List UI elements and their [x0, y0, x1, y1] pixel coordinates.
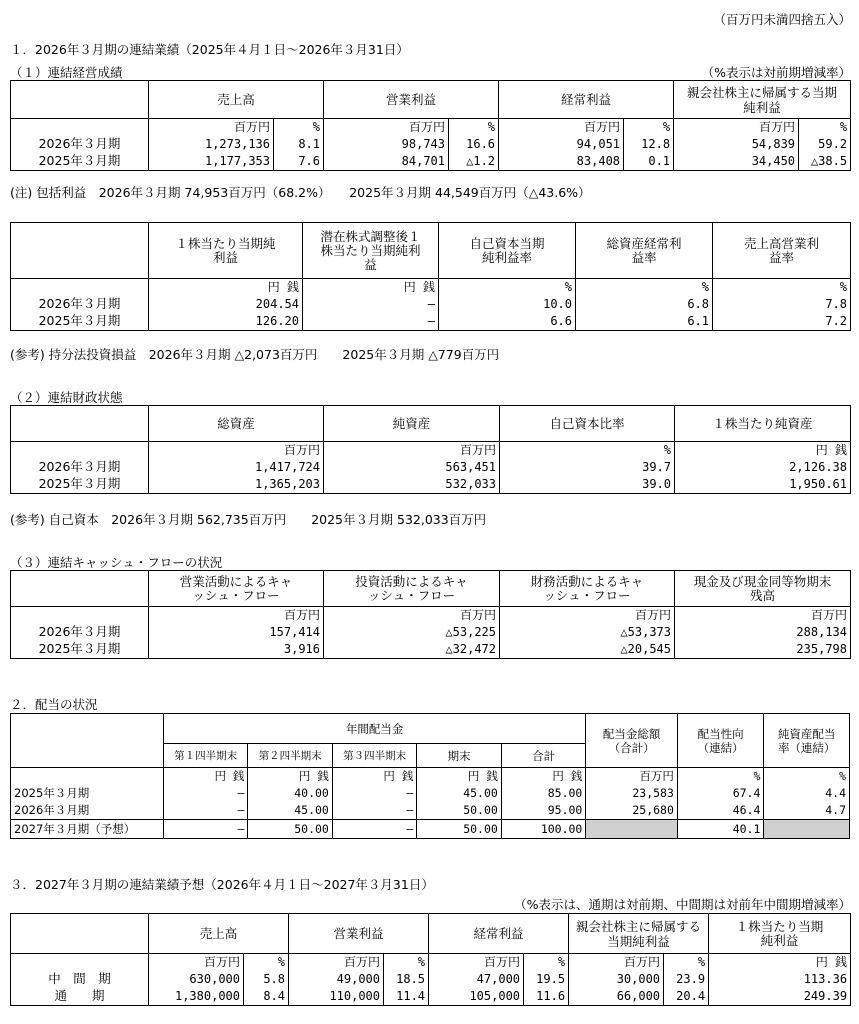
value-cell: 23,583: [586, 785, 678, 802]
value-cell: △32,472: [324, 641, 500, 659]
header-operating-profit: 営業利益: [324, 81, 499, 119]
unit-cell: 円 銭: [149, 279, 303, 296]
per-share-table: [10, 222, 851, 331]
results-table: [10, 80, 851, 171]
label-cell: [11, 442, 149, 459]
value-cell: 100.00: [501, 820, 586, 839]
unit-cell: 円 銭: [501, 768, 586, 785]
row-label: 2025年３月期: [11, 153, 149, 171]
unit-cell: %: [500, 442, 675, 459]
value-cell: 16.6: [449, 136, 499, 153]
header-equity-ratio: 自己資本比率: [500, 406, 675, 442]
corner-cell: [11, 406, 149, 442]
corner-cell: [11, 714, 164, 744]
header-total-dividend: 配当金総額（合計）: [586, 714, 678, 768]
value-cell: 6.6: [439, 313, 576, 331]
row-label: 通 期: [11, 988, 149, 1006]
unit-cell: 百万円: [149, 119, 274, 136]
corner-cell: [11, 744, 164, 768]
unit-cell: 円 銭: [417, 768, 501, 785]
value-cell: 49,000: [289, 971, 384, 988]
value-cell: 105,000: [429, 988, 524, 1006]
row-label: 2025年３月期: [11, 476, 149, 494]
label-cell: [11, 954, 149, 971]
shaded-cell: [586, 820, 678, 839]
value-cell: 34,450: [674, 153, 799, 171]
header-q3: 第３四半期末: [332, 744, 416, 768]
value-cell: 46.4: [677, 802, 764, 820]
unit-cell: 百万円: [149, 607, 324, 624]
header-investing-cf: 投資活動によるキャッシュ・フロー: [324, 571, 500, 607]
header-q1: 第１四半期末: [163, 744, 247, 768]
header-eps: １株当たり当期純利益: [149, 223, 303, 279]
row-label: 2026年３月期: [11, 459, 149, 476]
unit-cell: 百万円: [324, 119, 449, 136]
section1-heading: １．2026年３月期の連結業績（2025年４月１日～2026年３月31日）: [10, 42, 409, 57]
header-financing-cf: 財務活動によるキャッシュ・フロー: [500, 571, 675, 607]
header-roe: 自己資本当期純利益率: [439, 223, 576, 279]
dividends-table: [10, 713, 850, 839]
value-cell: 288,134: [675, 624, 851, 641]
value-cell: 1,365,203: [149, 476, 324, 494]
value-cell: 1,417,724: [149, 459, 324, 476]
label-cell: [11, 279, 149, 296]
unit-cell: 百万円: [500, 607, 675, 624]
subheading-results: （１）連結経営成績: [10, 65, 123, 80]
value-cell: 563,451: [324, 459, 500, 476]
value-cell: 1,273,136: [149, 136, 274, 153]
value-cell: 67.4: [677, 785, 764, 802]
value-cell: 110,000: [289, 988, 384, 1006]
value-cell: 39.7: [500, 459, 675, 476]
unit-cell: 百万円: [499, 119, 624, 136]
value-cell: 10.0: [439, 296, 576, 313]
value-cell: 59.2: [799, 136, 851, 153]
value-cell: 249.39: [709, 988, 851, 1006]
unit-cell: 円 銭: [332, 768, 416, 785]
value-cell: 40.00: [248, 785, 332, 802]
value-cell: ―: [332, 820, 416, 839]
header-eps: １株当たり当期純利益: [709, 914, 851, 954]
value-cell: 47,000: [429, 971, 524, 988]
value-cell: 50.00: [417, 802, 501, 820]
label-cell: [11, 119, 149, 136]
value-cell: 2,126.38: [675, 459, 851, 476]
section2-heading: ２．配当の状況: [10, 697, 98, 712]
unit-cell: %: [244, 954, 289, 971]
value-cell: 1,177,353: [149, 153, 274, 171]
value-cell: △53,373: [500, 624, 675, 641]
unit-cell: 円 銭: [248, 768, 332, 785]
unit-cell: %: [576, 279, 713, 296]
unit-cell: 百万円: [586, 768, 678, 785]
unit-cell: %: [384, 954, 429, 971]
value-cell: 40.1: [677, 820, 764, 839]
label-cell: [11, 607, 149, 624]
unit-cell: 百万円: [149, 442, 324, 459]
value-cell: 19.5: [524, 971, 569, 988]
header-operating-profit: 営業利益: [289, 914, 429, 954]
value-cell: 7.2: [713, 313, 851, 331]
section3-heading: ３．2027年３月期の連結業績予想（2026年４月１日～2027年３月31日）: [10, 877, 434, 892]
header-operating-margin: 売上高営業利益率: [713, 223, 851, 279]
value-cell: ―: [303, 313, 439, 331]
unit-cell: %: [664, 954, 709, 971]
value-cell: ―: [163, 802, 247, 820]
header-operating-cf: 営業活動によるキャッシュ・フロー: [149, 571, 324, 607]
forecast-table: [10, 913, 851, 1006]
value-cell: 0.1: [624, 153, 674, 171]
value-cell: 50.00: [417, 820, 501, 839]
value-cell: 39.0: [500, 476, 675, 494]
shaded-cell: [764, 820, 850, 839]
row-label: 2026年３月期: [11, 296, 149, 313]
value-cell: 20.4: [664, 988, 709, 1006]
equity-method-note: (参考) 持分法投資損益 2026年３月期 △2,073百万円 2025年３月期 △779百万円: [10, 347, 500, 362]
value-cell: ―: [163, 820, 247, 839]
cash-flow-table: [10, 570, 851, 659]
unit-cell: %: [524, 954, 569, 971]
unit-note: （百万円未満四捨五入）: [713, 12, 851, 27]
unit-cell: %: [764, 768, 850, 785]
unit-cell: %: [799, 119, 851, 136]
value-cell: 83,408: [499, 153, 624, 171]
value-cell: 204.54: [149, 296, 303, 313]
unit-cell: %: [274, 119, 324, 136]
unit-cell: 百万円: [289, 954, 384, 971]
header-bps: １株当たり純資産: [675, 406, 851, 442]
header-total-assets: 総資産: [149, 406, 324, 442]
value-cell: 8.4: [244, 988, 289, 1006]
value-cell: 95.00: [501, 802, 586, 820]
unit-cell: 円 銭: [675, 442, 851, 459]
value-cell: 7.8: [713, 296, 851, 313]
subheading-financial-position: （２）連結財政状態: [10, 390, 123, 405]
unit-cell: 百万円: [429, 954, 524, 971]
financial-position-table: [10, 405, 851, 494]
value-cell: 30,000: [569, 971, 664, 988]
unit-cell: 円 銭: [709, 954, 851, 971]
unit-cell: 百万円: [569, 954, 664, 971]
value-cell: △20,545: [500, 641, 675, 659]
header-ordinary-profit: 経常利益: [499, 81, 674, 119]
row-label: 2025年３月期: [11, 641, 149, 659]
value-cell: ―: [332, 785, 416, 802]
equity-note: (参考) 自己資本 2026年３月期 562,735百万円 2025年３月期 532,033百万円: [10, 512, 487, 527]
value-cell: △38.5: [799, 153, 851, 171]
value-cell: 66,000: [569, 988, 664, 1006]
unit-cell: 円 銭: [163, 768, 247, 785]
value-cell: △53,225: [324, 624, 500, 641]
forecast-pct-note: （%表示は、通期は対前期、中間期は対前年中間期増減率）: [514, 897, 851, 912]
header-annual-dividend: 年間配当金: [163, 714, 585, 744]
header-total: 合計: [501, 744, 586, 768]
value-cell: 5.8: [244, 971, 289, 988]
value-cell: △1.2: [449, 153, 499, 171]
unit-cell: %: [449, 119, 499, 136]
value-cell: ―: [163, 785, 247, 802]
unit-cell: 円 銭: [303, 279, 439, 296]
header-payout-ratio: 配当性向（連結）: [677, 714, 764, 768]
unit-cell: %: [677, 768, 764, 785]
label-cell: [11, 768, 164, 785]
value-cell: 8.1: [274, 136, 324, 153]
value-cell: 11.6: [524, 988, 569, 1006]
value-cell: 94,051: [499, 136, 624, 153]
value-cell: 23.9: [664, 971, 709, 988]
subheading-cash-flow: （３）連結キャッシュ・フローの状況: [10, 555, 223, 570]
comprehensive-income-note: (注) 包括利益 2026年３月期 74,953百万円（68.2%） 2025年３月期 44,549百万円（△43.6%）: [10, 185, 591, 200]
corner-cell: [11, 571, 149, 607]
header-diluted-eps: 潜在株式調整後１株当たり当期純利益: [303, 223, 439, 279]
header-net-income: 親会社株主に帰属する当期純利益: [674, 81, 851, 119]
value-cell: 630,000: [149, 971, 244, 988]
value-cell: 45.00: [248, 802, 332, 820]
value-cell: 45.00: [417, 785, 501, 802]
value-cell: 12.8: [624, 136, 674, 153]
corner-cell: [11, 914, 149, 954]
value-cell: 6.8: [576, 296, 713, 313]
value-cell: 532,033: [324, 476, 500, 494]
row-label: 2025年３月期: [11, 313, 149, 331]
unit-cell: %: [439, 279, 576, 296]
header-cash-balance: 現金及び現金同等物期末残高: [675, 571, 851, 607]
value-cell: 4.4: [764, 785, 850, 802]
unit-cell: 百万円: [324, 442, 500, 459]
value-cell: 54,839: [674, 136, 799, 153]
value-cell: 113.36: [709, 971, 851, 988]
unit-cell: 百万円: [324, 607, 500, 624]
unit-cell: 百万円: [674, 119, 799, 136]
row-label: 中 間 期: [11, 971, 149, 988]
value-cell: 235,798: [675, 641, 851, 659]
value-cell: ―: [332, 802, 416, 820]
corner-cell: [11, 223, 149, 279]
row-label: 2026年３月期: [11, 136, 149, 153]
value-cell: 157,414: [149, 624, 324, 641]
value-cell: 7.6: [274, 153, 324, 171]
row-label: 2026年３月期: [11, 802, 164, 820]
value-cell: 98,743: [324, 136, 449, 153]
value-cell: 11.4: [384, 988, 429, 1006]
header-net-assets: 純資産: [324, 406, 500, 442]
value-cell: ―: [303, 296, 439, 313]
value-cell: 18.5: [384, 971, 429, 988]
header-sales: 売上高: [149, 81, 324, 119]
value-cell: 126.20: [149, 313, 303, 331]
header-roa: 総資産経常利益率: [576, 223, 713, 279]
header-q2: 第２四半期末: [248, 744, 332, 768]
header-ordinary-profit: 経常利益: [429, 914, 569, 954]
row-label: 2025年３月期: [11, 785, 164, 802]
row-label-forecast: 2027年３月期（予想）: [11, 820, 164, 839]
header-net-income: 親会社株主に帰属する当期純利益: [569, 914, 709, 954]
value-cell: 6.1: [576, 313, 713, 331]
corner-cell: [11, 81, 149, 119]
pct-note: （%表示は対前期増減率）: [701, 65, 851, 80]
header-year-end: 期末: [417, 744, 501, 768]
value-cell: 85.00: [501, 785, 586, 802]
header-doe: 純資産配当率（連結）: [764, 714, 850, 768]
value-cell: 1,950.61: [675, 476, 851, 494]
value-cell: 25,680: [586, 802, 678, 820]
row-label: 2026年３月期: [11, 624, 149, 641]
value-cell: 50.00: [248, 820, 332, 839]
header-sales: 売上高: [149, 914, 289, 954]
value-cell: 84,701: [324, 153, 449, 171]
value-cell: 4.7: [764, 802, 850, 820]
value-cell: 3,916: [149, 641, 324, 659]
unit-cell: %: [713, 279, 851, 296]
unit-cell: %: [624, 119, 674, 136]
value-cell: 1,380,000: [149, 988, 244, 1006]
unit-cell: 百万円: [675, 607, 851, 624]
unit-cell: 百万円: [149, 954, 244, 971]
